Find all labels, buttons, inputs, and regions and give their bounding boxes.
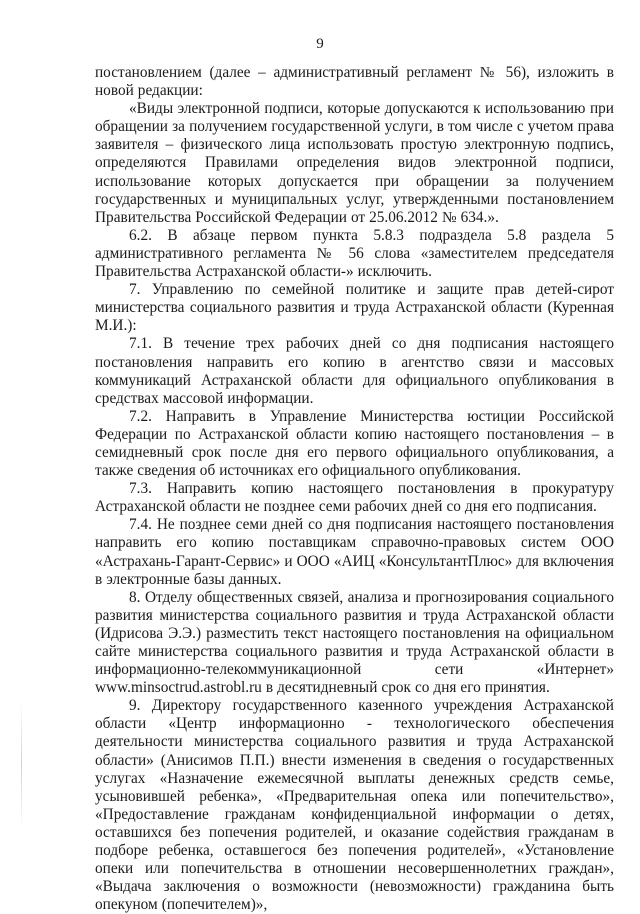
scan-fold-mark [21,700,22,830]
paragraph-7-4: 7.4. Не позднее семи дней со дня подписания настоящего постановления направить его копию поставщикам справочно-правовых систем ООО «Астрахань-Гарант-Сервис» и ООО «АИЦ «КонсультантПлюс» для включения в электронные базы данных. [95,516,614,588]
paragraph-7-3: 7.3. Направить копию настоящего постановления в прокуратуру Астраханской области не позднее семи рабочих дней со дня его подписания. [95,480,614,516]
paragraph-8: 8. Отделу общественных связей, анализа и прогнозирования социального развития министерства социального развития и труда Астраханской области (Идрисова Э.Э.) разместить текст настоящего постановления на официальном сайте министерства социального развития и труда Астраханской области в информационно-телекоммуникационной сети «Интернет» www.minsoctrud.astrobl.ru в десятидневный срок со дня его принятия. [95,588,614,697]
page-number: 9 [316,36,324,52]
paragraph-7-1: 7.1. В течение трех рабочих дней со дня подписания настоящего постановления направить его копию в агентство связи и массовых коммуникаций Астраханской области для официального опубликования в средствах массовой информации. [95,335,614,407]
paragraph-quote: «Виды электронной подписи, которые допускаются к использованию при обращении за получением государственной услуги, в том числе с учетом права заявителя – физического лица использовать простую электронную подпись, определяются Правилами определения видов электронной подписи, использование которых допускается при обращении за получением государственных и муниципальных услуг, утвержденными постановлением Правительства Российской Федерации от 25.06.2012 № 634.». [95,100,614,226]
paragraph-7-2: 7.2. Направить в Управление Министерства юстиции Российской Федерации по Астраханской области копию настоящего постановления – в семидневный срок после дня его первого официального опубликования, а также сведения об источниках его официального опубликования. [95,407,614,480]
paragraph-intro: постановлением (далее – административный регламент № 56), изложить в новой редакции: [95,64,614,100]
document-body [95,64,614,914]
paragraph-9: 9. Директору государственного казенного учреждения Астраханской области «Центр информационно - технологического обеспечения деятельности министерства социального развития и труда Астраханской области» (Анисимов П.П.) внести изменения в сведения о государственных услугах «Назначение ежемесячной выплаты денежных средств семье, усыновившей ребенка», «Предварительная опека или попечительство», «Предоставление гражданам конфиденциальной информации о детях, оставшихся без попечения родителей, и оказание содействия гражданам в подборе ребенка, оставшегося без попечения родителей», «Установление опеки или попечительства в отношении несовершеннолетних граждан», «Выдача заключения о возможности (невозможности) гражданина быть опекуном (попечителем)», [95,697,614,914]
paragraph-6-2: 6.2. В абзаце первом пункта 5.8.3 подраздела 5.8 раздела 5 административного регламента № 56 слова «заместителем председателя Правительства Астраханской области-» исключить. [95,226,614,281]
paragraph-7: 7. Управлению по семейной политике и защите прав детей-сирот министерства социального развития и труда Астраханской области (Куренная М.И.): [95,281,614,335]
